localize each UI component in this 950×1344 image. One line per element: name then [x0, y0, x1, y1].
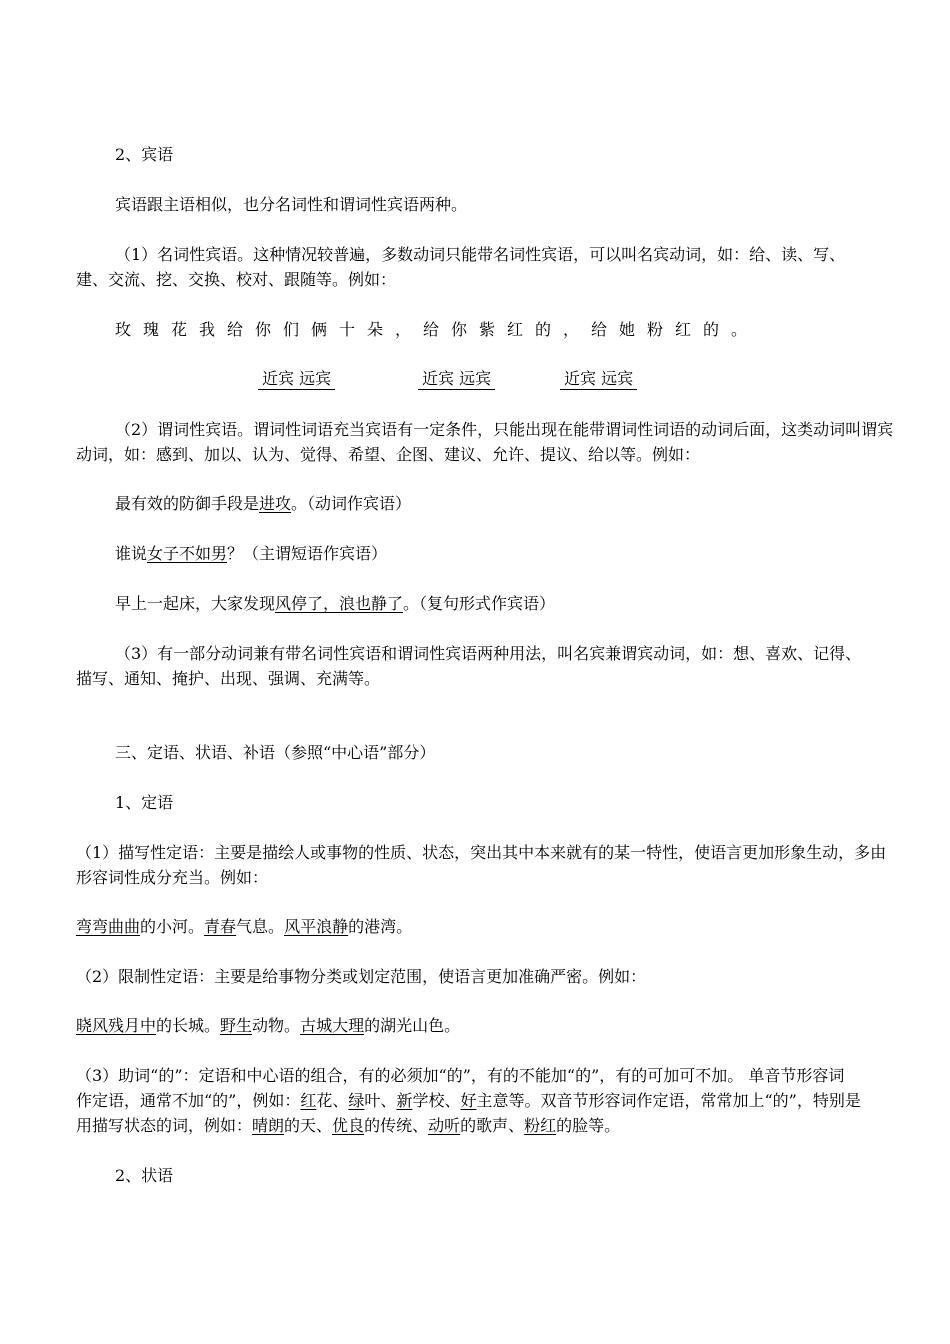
example-sentence-roses: 玫瑰花我给你们俩十朵，给你紫红的，给她粉红的。 — [115, 320, 760, 339]
example-note: ？（主谓短语作宾语） — [227, 544, 388, 563]
label-text: 近宾 远宾 — [560, 369, 637, 390]
example-text: 早上一起床，大家发现 — [115, 594, 276, 613]
paragraph-descriptive-attr-line1: （1）描写性定语：主要是描绘人或事物的性质、状态，突出其中本来就有的某一特性，使语言更加形象生动，多由 — [76, 843, 887, 862]
underlined-attr: 晴朗 — [252, 1116, 285, 1135]
underlined-attr: 新 — [396, 1091, 413, 1110]
paragraph-text: 的天、 — [284, 1116, 333, 1135]
paragraph-dual-object-line1: （3）有一部分动词兼有带名词性宾语和谓词性宾语两种用法，叫名宾兼谓宾动词，如：想、喜欢、记得、 — [115, 644, 862, 663]
paragraph-particle-de-line3 — [76, 1116, 620, 1136]
paragraph-restrictive-attr: （2）限制性定语：主要是给事物分类或划定范围，使语言更加准确严密。例如： — [76, 967, 647, 986]
paragraph-text: 作定语，通常不加“的”，例如： — [76, 1091, 301, 1110]
paragraph-text: 花、 — [316, 1091, 349, 1110]
example-text: 的湖光山色。 — [364, 1016, 461, 1035]
label-text: 近宾 远宾 — [258, 369, 335, 390]
underlined-attr: 绿 — [348, 1091, 365, 1110]
underlined-attr: 优良 — [332, 1116, 365, 1135]
example-wind — [115, 594, 555, 614]
underlined-object: 女子不如男 — [147, 544, 228, 563]
paragraph-text: 的传统、 — [364, 1116, 429, 1135]
paragraph-predicate-object-line2: 动词，如：感到、加以、认为、觉得、希望、企图、建议、允许、提议、给以等。例如： — [76, 445, 701, 464]
paragraph-descriptive-attr-line2: 形容词性成分充当。例如： — [76, 868, 269, 887]
underlined-attr: 动听 — [428, 1116, 461, 1135]
example-text: 谁说 — [115, 544, 148, 563]
paragraph-particle-de-line1: （3）助词“的”：定语和中心语的组合，有的必须加“的”，有的不能加“的”，有的可加可不加。 单音节形容词 — [76, 1066, 845, 1085]
underlined-attr: 野生 — [220, 1016, 253, 1035]
paragraph-predicate-object-line1: （2）谓词性宾语。谓词性词语充当宾语有一定条件，只能出现在能带谓词性词语的动词后面，这类动词叫谓宾 — [115, 420, 894, 439]
underlined-attr: 青春 — [204, 917, 237, 936]
label-near-far-object-1 — [258, 369, 335, 389]
example-text: 气息。 — [236, 917, 285, 936]
paragraph-object-intro: 宾语跟主语相似，也分名词性和谓词性宾语两种。 — [115, 195, 468, 214]
underlined-attr: 弯弯曲曲 — [76, 917, 141, 936]
example-text: 最有效的防御手段是 — [115, 494, 260, 513]
example-text: 的长城。 — [156, 1016, 221, 1035]
example-restrictive-attr — [76, 1016, 460, 1036]
section-title-adverbial: 2、状语 — [115, 1166, 174, 1185]
paragraph-text: 主意等。双音节形容词作定语，常常加上“的”，特别是 — [476, 1091, 861, 1110]
paragraph-text: 的歌声、 — [460, 1116, 525, 1135]
paragraph-nominal-object-line1: （1）名词性宾语。这种情况较普遍，多数动词只能带名词性宾语，可以叫名宾动词，如：给、读、写、 — [115, 245, 846, 264]
label-text: 近宾 远宾 — [418, 369, 495, 390]
paragraph-text: 用描写状态的词，例如： — [76, 1116, 253, 1135]
section-title-attributive: 1、定语 — [115, 793, 174, 812]
example-note: 。（复句形式作宾语） — [403, 594, 556, 613]
underlined-attr: 红 — [300, 1091, 317, 1110]
example-women — [115, 544, 387, 564]
example-text: 的小河。 — [140, 917, 205, 936]
example-text: 的港湾。 — [348, 917, 413, 936]
paragraph-text: 叶、 — [364, 1091, 397, 1110]
underlined-object: 风停了，浪也静了 — [275, 594, 404, 613]
underlined-object: 进攻 — [259, 494, 292, 513]
underlined-attr: 好 — [460, 1091, 477, 1110]
label-near-far-object-2 — [418, 369, 495, 389]
example-descriptive-attr — [76, 917, 412, 937]
example-attack — [115, 494, 411, 514]
section-title-three: 三、定语、状语、补语（参照“中心语”部分） — [115, 743, 436, 762]
section-title-object: 2、宾语 — [115, 145, 174, 164]
paragraph-text: 学校、 — [412, 1091, 461, 1110]
paragraph-nominal-object-line2: 建、交流、挖、交换、校对、跟随等。例如： — [76, 270, 397, 289]
paragraph-particle-de-line2 — [76, 1091, 861, 1111]
paragraph-dual-object-line2: 描写、通知、掩护、出现、强调、充满等。 — [76, 669, 381, 688]
label-near-far-object-3 — [560, 369, 637, 389]
underlined-attr: 风平浪静 — [284, 917, 349, 936]
underlined-attr: 古城大理 — [300, 1016, 365, 1035]
underlined-attr: 粉红 — [524, 1116, 557, 1135]
paragraph-text: 的脸等。 — [556, 1116, 621, 1135]
example-text: 动物。 — [252, 1016, 301, 1035]
underlined-attr: 晓风残月中 — [76, 1016, 157, 1035]
example-note: 。（动词作宾语） — [291, 494, 412, 513]
